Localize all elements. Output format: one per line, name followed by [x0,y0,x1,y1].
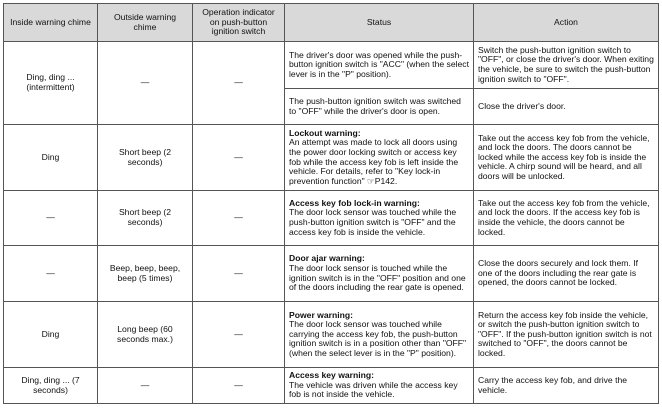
status-text: The push-button ignition switch was switched to "OFF" while the driver's door is open. [289,95,461,116]
status-text: An attempt was made to lock all doors using the power door locking switch or access key fob while the access key fob is left inside the vehicle. For details, refer to "Key lock-in prevention function" ☞P142. [289,137,459,186]
status-cell [285,302,474,368]
table-row [4,191,659,246]
status-cell [285,42,474,89]
header-action: Action [474,4,659,42]
outside-chime-cell: Short beep (2 seconds) [98,125,193,191]
inside-chime-cell: Ding, ding ... (intermittent) [4,42,98,125]
status-text: The driver's door was opened while the push-button ignition switch is "ACC" (when the select lever is in the "P" position). [289,49,469,79]
warning-table [3,3,659,404]
header-status: Status [285,4,474,42]
indicator-cell: — [193,191,285,246]
outside-chime-cell: — [98,42,193,125]
indicator-cell: — [193,246,285,302]
outside-chime-cell: Beep, beep, beep, beep (5 times) [98,246,193,302]
outside-chime-cell: — [98,368,193,404]
indicator-cell: — [193,368,285,404]
inside-chime-cell: — [4,191,98,246]
action-cell: Take out the access key fob from the vehicle, and lock the doors. If the access key fob is inside the vehicle, the doors cannot be locked. [474,191,659,246]
outside-chime-cell: Long beep (60 seconds max.) [98,302,193,368]
header-operation-indicator: Operation indicator on push-button ignition switch [193,4,285,42]
action-cell: Carry the access key fob, and drive the vehicle. [474,368,659,404]
status-title: Lockout warning: [289,127,361,138]
status-title: Access key warning: [289,370,375,381]
status-text: The vehicle was driven while the access key fob is not inside the vehicle. [289,379,458,400]
inside-chime-cell: Ding [4,302,98,368]
status-cell [285,89,474,125]
table-row [4,125,659,191]
indicator-cell: — [193,125,285,191]
status-text: The door lock sensor was touched while carrying the access key fob, the push-button ignition switch is in a position other than "OFF" (when the select lever is in the "P" position). [289,319,467,358]
action-cell: Close the driver's door. [474,89,659,125]
action-cell: Close the doors securely and lock them. If one of the doors including the rear gate is opened, the doors cannot be locked. [474,246,659,302]
action-cell: Switch the push-button ignition switch to "OFF", or close the driver's door. When exiting the vehicle, be sure to switch the push-button ignition switch to "OFF". [474,42,659,89]
table-row [4,368,659,404]
table-row [4,302,659,368]
indicator-cell: — [193,302,285,368]
status-cell [285,246,474,302]
indicator-cell: — [193,42,285,125]
status-title: Power warning: [289,309,353,320]
status-text: The door lock sensor is touched while the ignition switch is in the "OFF" position and one of the doors including the rear gate is opened. [289,262,466,293]
inside-chime-cell: Ding, ding ... (7 seconds) [4,368,98,404]
table-row [4,42,659,89]
status-title: Door ajar warning: [289,253,365,264]
status-cell [285,125,474,191]
status-title: Access key fob lock-in warning: [289,197,420,208]
action-cell: Return the access key fob inside the vehicle, or switch the push-button ignition switch to "OFF". If the push-button ignition switch is not switched to "OFF", the doors cannot be locked. [474,302,659,368]
outside-chime-cell: Short beep (2 seconds) [98,191,193,246]
status-cell [285,368,474,404]
inside-chime-cell: — [4,246,98,302]
action-cell: Take out the access key fob from the vehicle, and lock the doors. The doors cannot be locked while the access key fob is inside the vehicle. A chirp sound will be heard, and all doors will be unlocked. [474,125,659,191]
status-cell [285,191,474,246]
status-text: The door lock sensor was touched while the push-button ignition switch is "OFF" and the access key fob is inside the vehicle. [289,207,457,237]
header-row [4,4,659,42]
inside-chime-cell: Ding [4,125,98,191]
table-row [4,246,659,302]
header-outside-chime: Outside warning chime [98,4,193,42]
header-inside-chime: Inside warning chime [4,4,98,42]
